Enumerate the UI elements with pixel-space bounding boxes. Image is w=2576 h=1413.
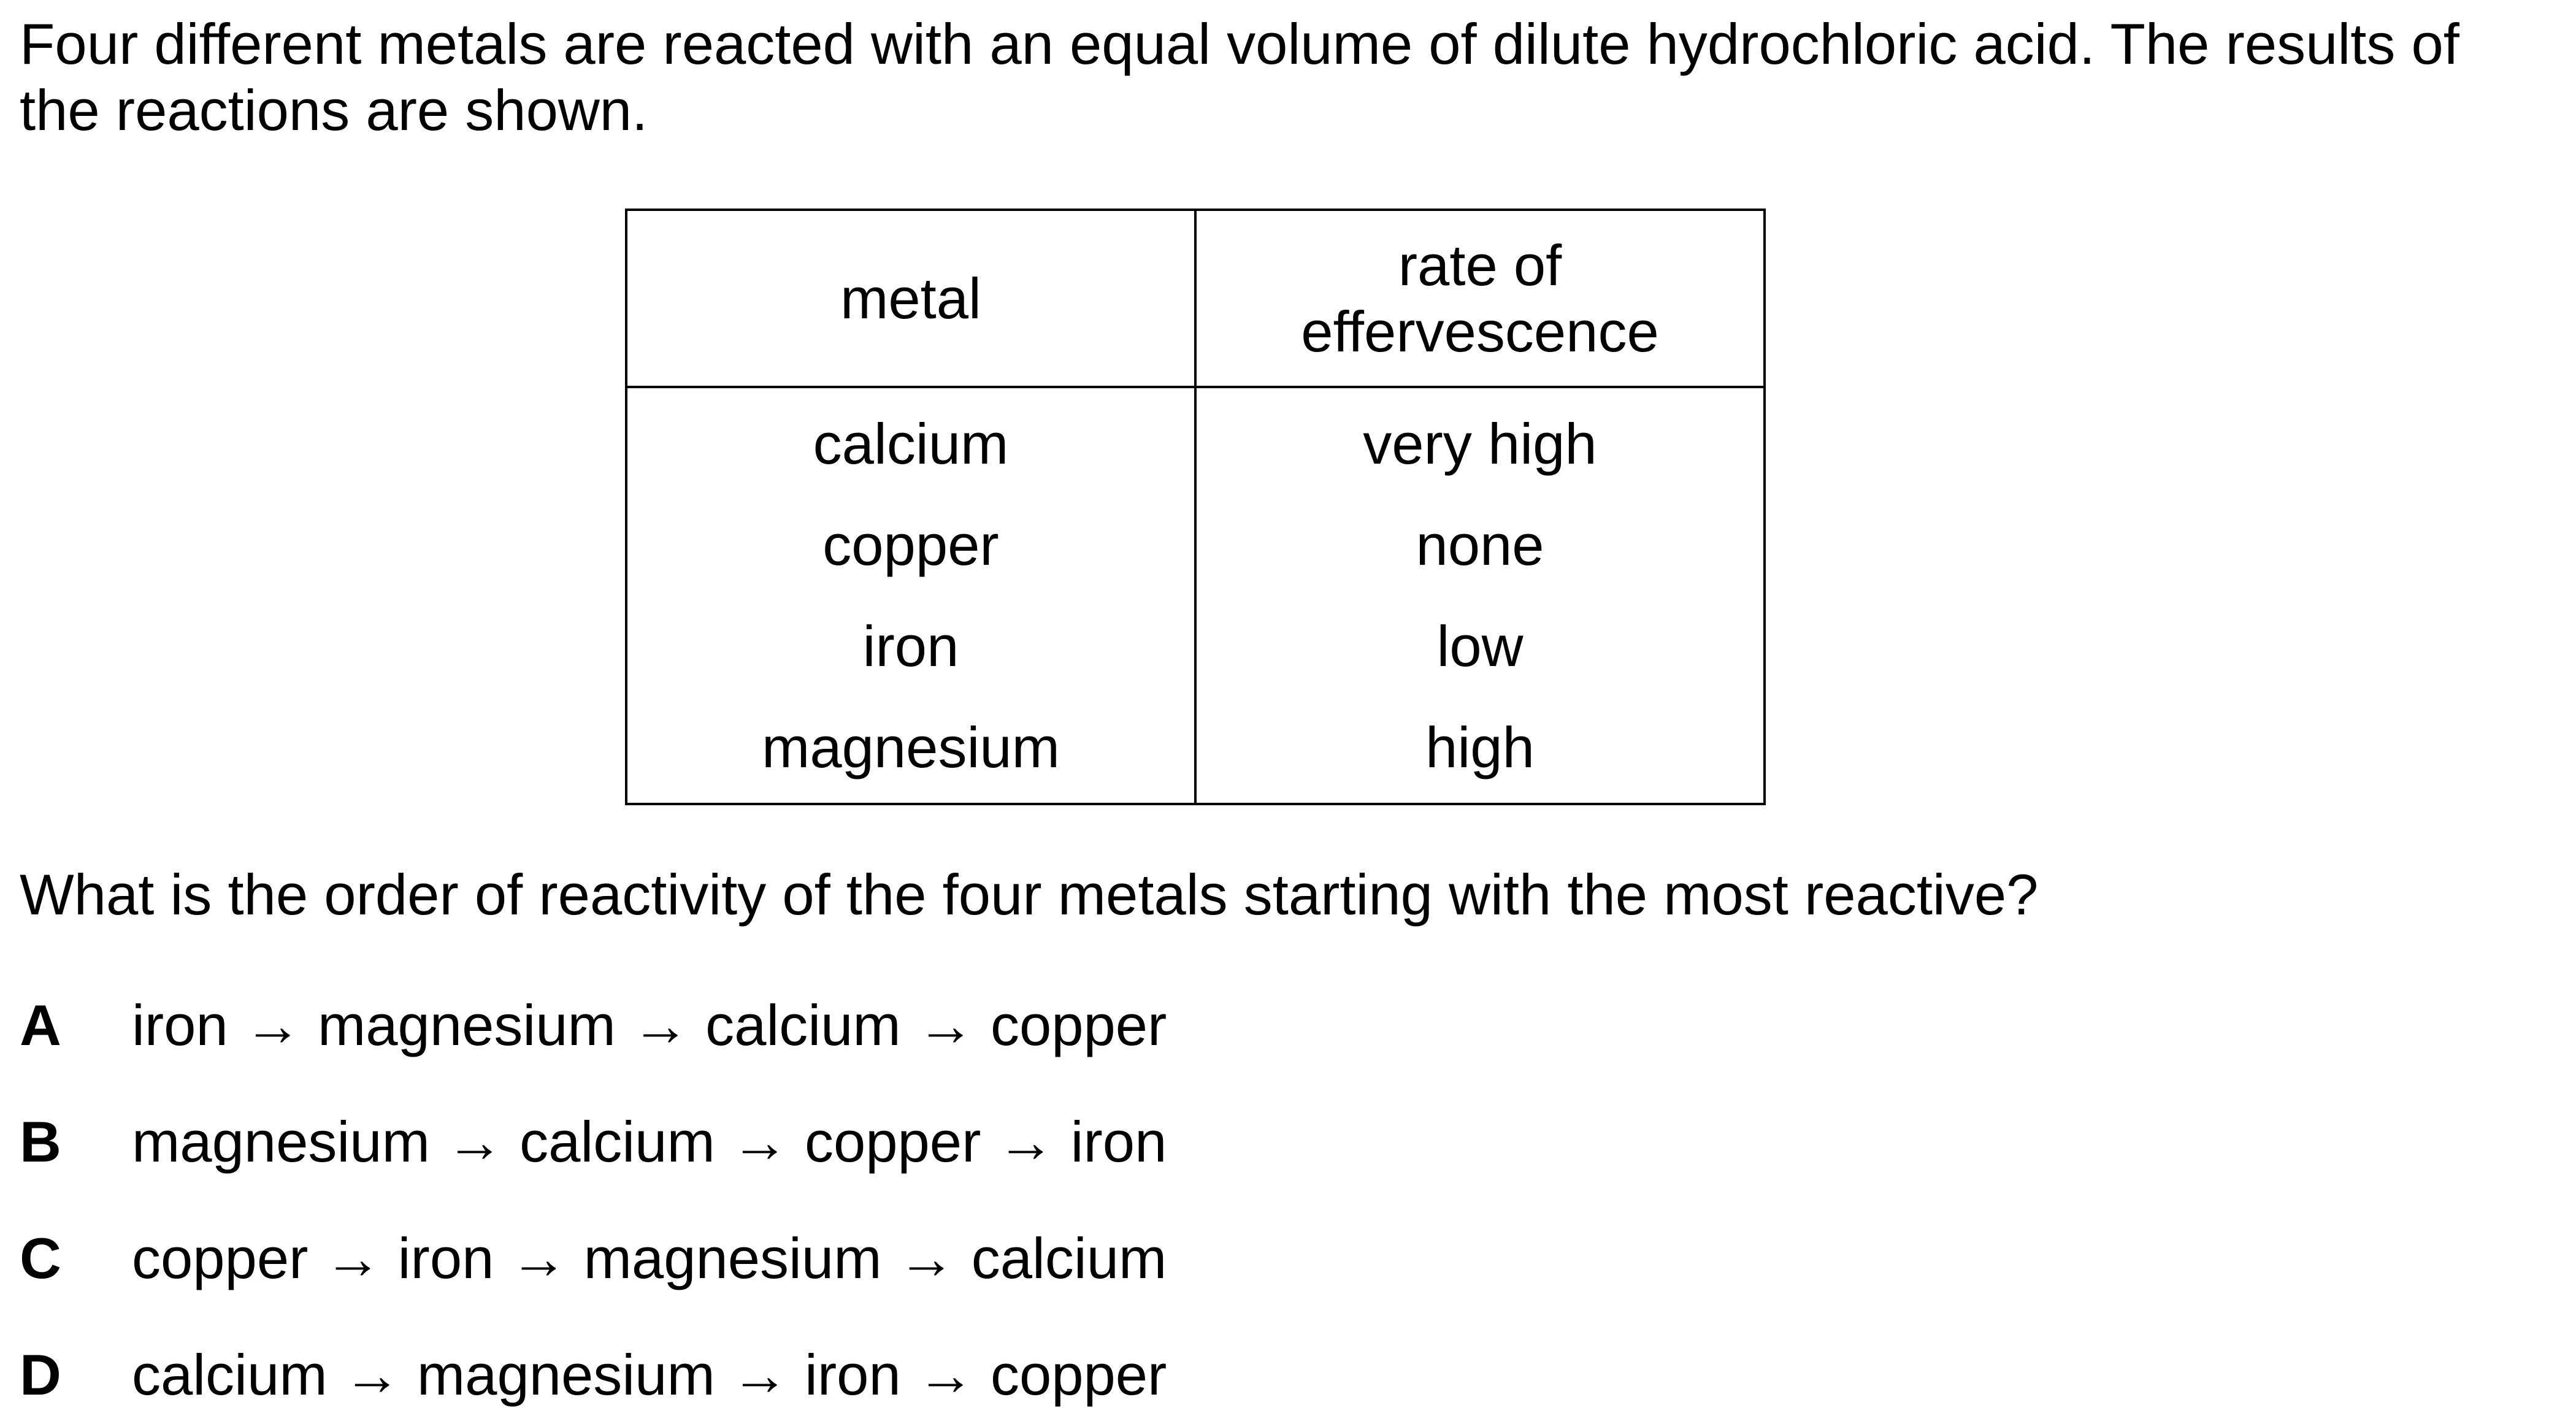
option-letter: C (20, 1226, 61, 1290)
rate-cell: low (1195, 595, 1765, 697)
header-rate-line-1: rate of (1398, 232, 1562, 297)
table-row (626, 697, 1765, 804)
rate-cell: none (1195, 494, 1765, 595)
option-text: calcium → magnesium → iron → copper (132, 1342, 1167, 1407)
table-row (626, 387, 1765, 494)
table-row (626, 595, 1765, 697)
results-table (625, 209, 1766, 805)
table-header-row (626, 210, 1765, 387)
option-text: copper → iron → magnesium → calcium (132, 1226, 1167, 1290)
option-text: magnesium → calcium → copper → iron (132, 1109, 1167, 1174)
metal-cell: calcium (626, 387, 1195, 494)
rate-cell: very high (1195, 387, 1765, 494)
option-letter: A (20, 993, 61, 1057)
question-text: What is the order of reactivity of the four metals starting with the most reactive? (20, 862, 2039, 927)
option-text: iron → magnesium → calcium → copper (132, 993, 1167, 1057)
intro-line-1: Four different metals are reacted with an equal volume of dilute hydrochloric acid. The results of (20, 12, 2459, 76)
question-intro (20, 11, 2534, 144)
table-row (626, 494, 1765, 595)
option-letter: B (20, 1109, 61, 1174)
metal-cell: copper (626, 494, 1195, 595)
header-rate-of-effervescence (1195, 210, 1765, 387)
header-rate-line-2: effervescence (1301, 299, 1659, 364)
metal-cell: iron (626, 595, 1195, 697)
rate-cell: high (1195, 697, 1765, 804)
option-letter: D (20, 1342, 61, 1407)
metal-cell: magnesium (626, 697, 1195, 804)
intro-line-2: the reactions are shown. (20, 78, 648, 142)
header-metal: metal (626, 210, 1195, 387)
